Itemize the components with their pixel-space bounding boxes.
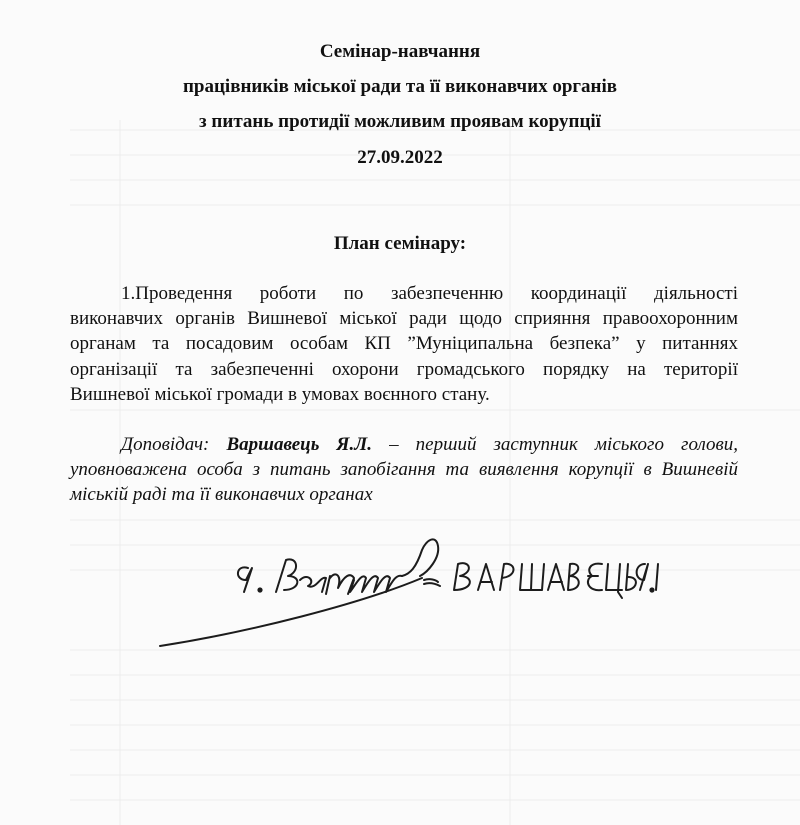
reporter-role: – перший заступник міського голови, — [372, 434, 738, 455]
title-line-1: Семінар-навчання — [319, 41, 481, 62]
handwritten-signature — [140, 520, 660, 660]
reporter-prefix: Доповідач: — [121, 434, 227, 455]
item-line-1: 1.Проведення роботи по забезпеченню координації діяльності — [121, 283, 738, 304]
item-line-2: виконавчих органів Вишневої міської ради щодо сприяння правоохоронним — [70, 308, 738, 329]
reporter-name: Варшавець Я.Л. — [226, 434, 373, 455]
title-date: 27.09.2022 — [357, 147, 443, 168]
item-line-5: Вишневої міської громади в умовах воєнного стану. — [70, 384, 490, 405]
plan-heading: План семінару: — [333, 233, 467, 254]
title-line-2: працівників міської ради та її виконавчих органів — [182, 76, 618, 97]
title-line-3: з питань протидії можливим проявам корупції — [199, 111, 601, 132]
reporter-line-3: міській раді та її виконавчих органах — [70, 484, 373, 505]
reporter-line-2: уповноважена особа з питань запобігання та виявлення корупції в Вишневій — [70, 459, 738, 480]
reporter-line-1 — [121, 433, 738, 457]
item-line-3: органам та посадовим особам КП ”Муніципальна безпека” у питаннях — [70, 333, 738, 354]
item-line-4: організації та забезпеченні охорони громадського порядку на території — [70, 359, 738, 380]
